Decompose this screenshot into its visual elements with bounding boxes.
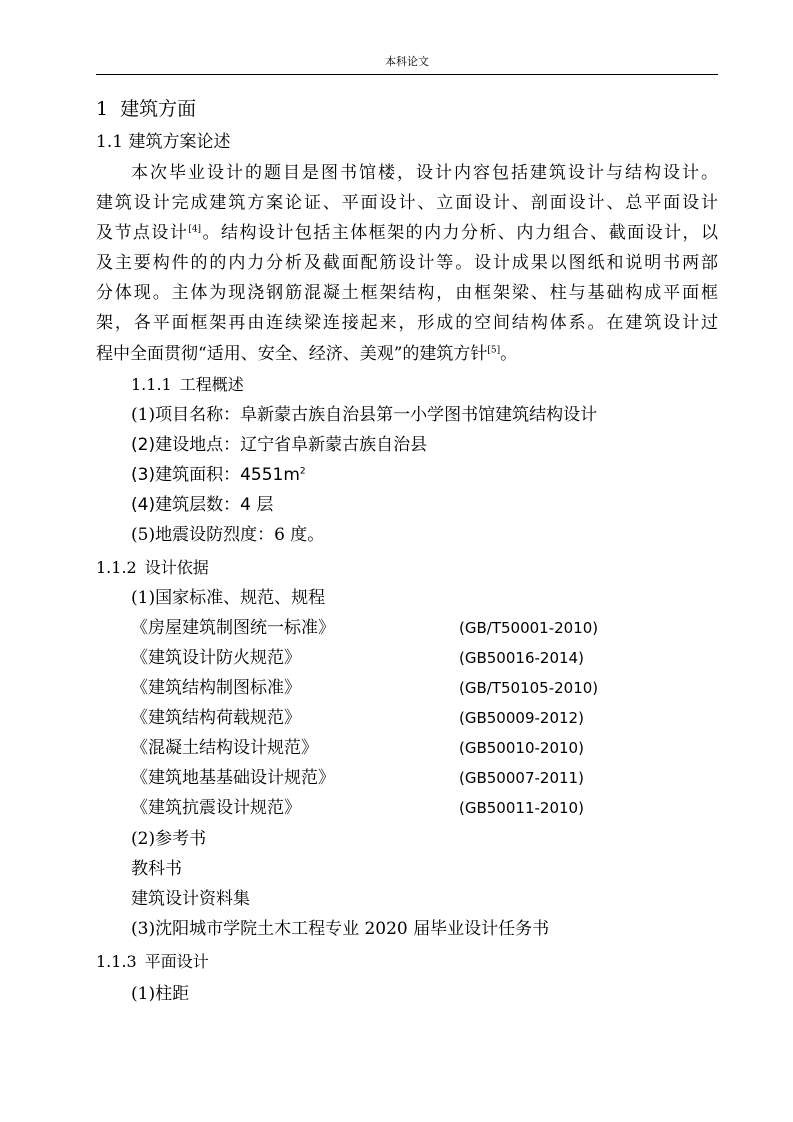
standard-code: (GB/T50105-2010): [459, 679, 599, 697]
item-value: 4551m: [240, 465, 300, 485]
reference-book-1: 教科书: [131, 859, 182, 879]
overview-item-5: (5)地震设防烈度：6 度。: [131, 525, 325, 545]
citation-ref-5: [5]: [487, 345, 501, 356]
heading-number: 1.1: [96, 132, 124, 152]
heading-title: 建筑方案论述: [128, 132, 231, 152]
body-text: 。: [500, 344, 518, 364]
basis-sub-1: (1)国家标准、规范、规程: [131, 588, 326, 608]
item-unit: 层: [250, 495, 274, 515]
heading-section-1-1: [96, 131, 718, 153]
body-line-7: [96, 343, 718, 365]
heading-number: 1: [96, 98, 109, 120]
heading-section-1-1-1: [131, 374, 718, 396]
standard-title: 《混凝土结构设计规范》: [131, 738, 318, 758]
heading-title: 建筑方面: [120, 98, 197, 120]
standard-code: (GB50016-2014): [459, 649, 584, 667]
standard-title: 《建筑结构荷载规范》: [131, 708, 301, 728]
body-text: 。结构设计包括主体框架的内力分析、内力组合、截面设计，以: [201, 223, 719, 243]
header-rule: [96, 74, 718, 75]
standard-code: (GB/T50001-2010): [459, 619, 599, 637]
body-line-6: 架，各平面框架再由连续梁连接起来，形成的空间结构体系。在建筑设计过: [96, 313, 718, 333]
standard-code: (GB50010-2010): [459, 739, 584, 757]
basis-sub-3: (3)沈阳城市学院土木工程专业 2020 届毕业设计任务书: [131, 919, 550, 939]
heading-title: 设计依据: [144, 558, 209, 577]
item-value: 4: [240, 495, 251, 515]
item-label: (4)建筑层数：: [131, 495, 241, 515]
body-line-4: 及主要构件的的内力分析及截面配筋设计等。设计成果以图纸和说明书两部: [96, 253, 718, 273]
plan-item-1: (1)柱距: [131, 984, 190, 1004]
heading-number: 1.1.2: [96, 558, 137, 577]
heading-section-1-1-2: [96, 557, 718, 579]
superscript: 2: [299, 466, 306, 477]
standard-code: (GB50011-2010): [459, 799, 584, 817]
standard-code: (GB50007-2011): [459, 769, 584, 787]
page-header: 本科论文: [385, 55, 429, 68]
body-line-2: 建筑设计完成建筑方案论证、平面设计、立面设计、剖面设计、总平面设计: [96, 193, 718, 213]
standard-title: 《建筑抗震设计规范》: [131, 798, 301, 818]
heading-number: 1.1.3: [96, 952, 137, 971]
standard-title: 《建筑设计防火规范》: [131, 648, 301, 668]
basis-sub-2: (2)参考书: [131, 829, 207, 849]
overview-item-2: (2)建设地点：辽宁省阜新蒙古族自治县: [131, 435, 428, 455]
heading-title: 工程概述: [179, 375, 244, 394]
overview-item-3: [131, 464, 718, 486]
standard-title: 《建筑地基基础设计规范》: [131, 768, 335, 788]
reference-book-2: 建筑设计资料集: [131, 889, 250, 909]
standard-title: 《房屋建筑制图统一标准》: [131, 618, 335, 638]
body-text: 程中全面贯彻“适用、安全、经济、美观”的建筑方针: [96, 344, 488, 364]
standard-code: (GB50009-2012): [459, 709, 584, 727]
body-text: 及节点设计: [96, 223, 189, 243]
citation-ref-4: [4]: [188, 224, 202, 235]
overview-item-1: (1)项目名称：阜新蒙古族自治县第一小学图书馆建筑结构设计: [131, 405, 598, 425]
standard-title: 《建筑结构制图标准》: [131, 678, 301, 698]
body-line-3: [96, 222, 718, 244]
heading-title: 平面设计: [144, 952, 209, 971]
item-label: (3)建筑面积：: [131, 465, 241, 485]
heading-section-1: [96, 98, 718, 120]
overview-item-4: [131, 494, 718, 516]
heading-number: 1.1.1: [131, 375, 172, 394]
body-line-5: 分体现。主体为现浇钢筋混凝土框架结构，由框架梁、柱与基础构成平面框: [96, 283, 718, 303]
body-line-1: 本次毕业设计的题目是图书馆楼，设计内容包括建筑设计与结构设计。: [131, 163, 718, 183]
heading-section-1-1-3: [96, 951, 718, 973]
